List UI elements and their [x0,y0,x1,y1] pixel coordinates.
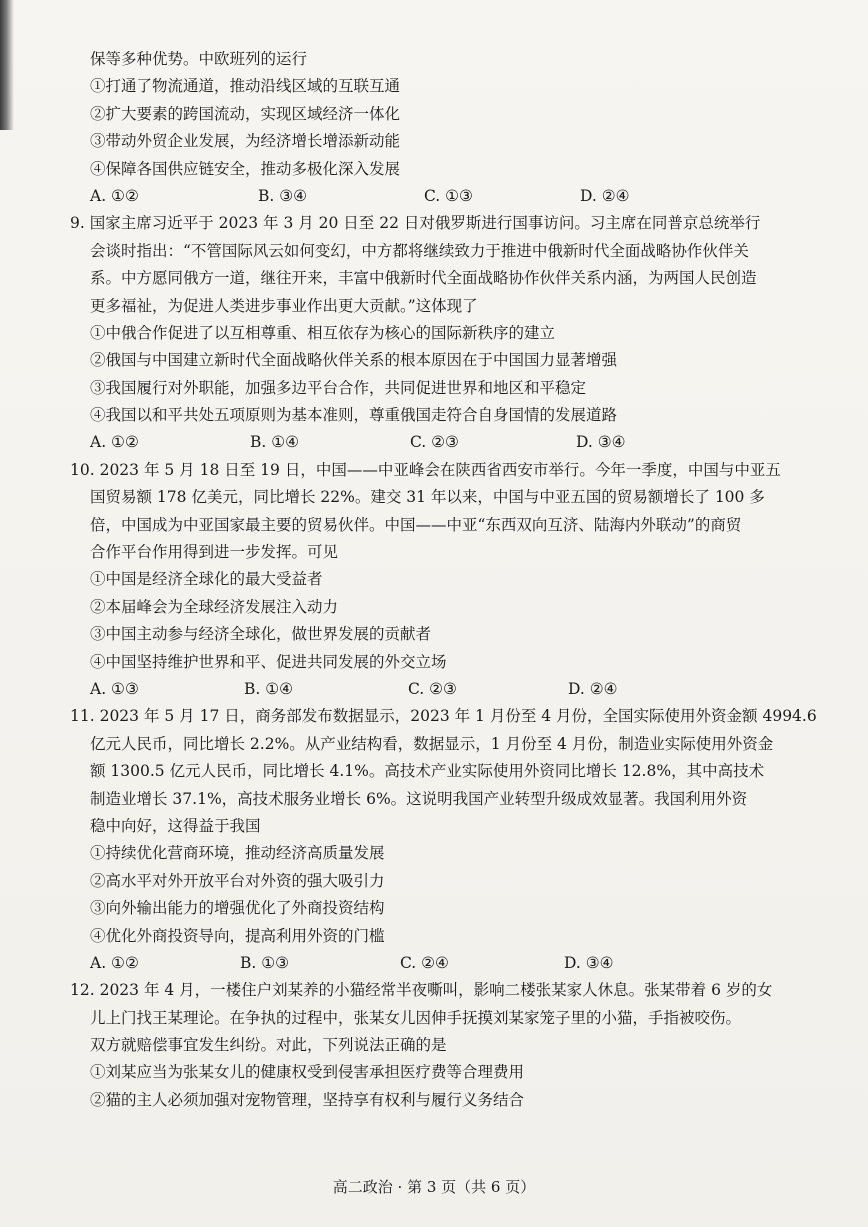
option-d: D. ③④ [564,953,614,972]
scan-edge-shadow [0,0,14,130]
choice-item: ④中国坚持维护世界和平、促进共同发展的外交立场 [90,652,447,671]
question-text-line: 额 1300.5 亿元人民币，同比增长 4.1%。高技术产业实际使用外资同比增长 12.8%，其中高技术 [90,762,765,781]
choice-item: ②猫的主人必须加强对宠物管理，坚持享有权利与履行义务结合 [90,1090,525,1109]
option-a: A. ①② [90,186,139,205]
question-11 [70,703,840,977]
option-b: B. ①④ [250,433,300,452]
choice-item: ①打通了物流通道，推动沿线区域的互联互通 [90,77,401,96]
choice-item: ②高水平对外开放平台对外资的强大吸引力 [90,871,385,890]
question-9 [70,210,840,457]
question-text-line: 制造业增长 37.1%，高技术服务业增长 6%。这说明我国产业转型升级成效显著。我国利用外资 [90,789,748,808]
option-c: C. ①③ [424,186,473,205]
answer-options [70,950,840,977]
option-b: B. ①④ [244,679,294,698]
choice-item: ③我国履行对外职能，加强多边平台合作，共同促进世界和地区和平稳定 [90,378,587,397]
answer-options [70,429,840,456]
question-text-line: 双方就赔偿事宜发生纠纷。对此，下列说法正确的是 [90,1036,447,1055]
question-text-line: 10. 2023 年 5 月 18 日至 19 日，中国——中亚峰会在陕西省西安市举行。今年一季度，中国与中亚五 [70,460,781,479]
choice-item: ①中俄合作促进了以互相尊重、相互依存为核心的国际新秩序的建立 [90,323,556,342]
option-a: A. ①③ [90,679,139,698]
choice-item: ②本届峰会为全球经济发展注入动力 [90,597,339,616]
page-footer: 高二政治 · 第 3 页（共 6 页） [332,1178,536,1196]
question-8 [70,46,840,210]
choice-item: ④保障各国供应链安全，推动多极化深入发展 [90,159,401,178]
option-c: C. ②③ [410,433,459,452]
choice-item: ③中国主动参与经济全球化，做世界发展的贡献者 [90,625,432,644]
question-text-line: 儿上门找王某理论。在争执的过程中，张某女儿因伸手抚摸刘某家笼子里的小猫，手指被咬伤。 [90,1008,742,1027]
option-c: C. ②③ [408,679,457,698]
question-text-line: 会谈时指出：“不管国际风云如何变幻，中方都将继续致力于推进中俄新时代全面战略协作伙伴关 [90,241,749,260]
question-text-line: 亿元人民币，同比增长 2.2%。从产业结构看，数据显示，1 月份至 4 月份，制造业实际使用外资金 [90,734,774,753]
answer-options [70,676,840,703]
question-12 [70,977,840,1114]
question-10 [70,457,840,704]
choice-item: ①中国是经济全球化的最大受益者 [90,570,323,589]
question-text-line: 更多福祉，为促进人类进步事业作出更大贡献。”这体现了 [90,296,478,315]
question-text-line: 稳中向好，这得益于我国 [90,816,261,835]
choice-item: ④优化外商投资导向，提高利用外资的门槛 [90,926,385,945]
answer-options [70,183,840,210]
question-text-line: 12. 2023 年 4 月，一楼住户刘某养的小猫经常半夜嘶叫，影响二楼张某家人休息。张某带着 6 岁的女 [70,981,773,1000]
choice-item: ②俄国与中国建立新时代全面战略伙伴关系的根本原因在于中国国力显著增强 [90,351,618,370]
question-text-line: 合作平台作用得到进一步发挥。可见 [90,543,339,562]
page-content [70,46,840,1114]
question-text-line: 9. 国家主席习近平于 2023 年 3 月 20 日至 22 日对俄罗斯进行国事访问。习主席在同普京总统举行 [70,214,761,233]
option-b: B. ③④ [258,186,308,205]
option-c: C. ②④ [400,953,449,972]
question-text-line: 国贸易额 178 亿美元，同比增长 22%。建交 31 年以来，中国与中亚五国的贸易额增长了 100 多 [90,488,765,507]
question-text-line: 系。中方愿同俄方一道，继往开来，丰富中俄新时代全面战略协作伙伴关系内涵，为两国人民创造 [90,269,757,288]
choice-item: ②扩大要素的跨国流动，实现区域经济一体化 [90,104,401,123]
option-d: D. ②④ [568,679,618,698]
choice-item: ①刘某应当为张某女儿的健康权受到侵害承担医疗费等合理费用 [90,1063,525,1082]
option-b: B. ①③ [240,953,290,972]
choice-item: ③带动外贸企业发展，为经济增长增添新动能 [90,132,401,151]
question-text-line: 11. 2023 年 5 月 17 日，商务部发布数据显示，2023 年 1 月份至 4 月份，全国实际使用外资金额 4994.6 [70,707,817,726]
choice-item: ③向外输出能力的增强优化了外商投资结构 [90,899,385,918]
question-text-line: 倍，中国成为中亚国家最主要的贸易伙伴。中国——中亚“东西双向互济、陆海内外联动”的商贸 [90,515,742,534]
option-a: A. ①② [90,953,139,972]
question-text-line: 保等多种优势。中欧班列的运行 [90,50,308,68]
choice-item: ①持续优化营商环境，推动经济高质量发展 [90,844,385,863]
option-a: A. ①② [90,433,139,452]
choice-item: ④我国以和平共处五项原则为基本准则，尊重俄国走符合自身国情的发展道路 [90,406,618,425]
option-d: D. ②④ [580,186,630,205]
option-d: D. ③④ [576,433,626,452]
